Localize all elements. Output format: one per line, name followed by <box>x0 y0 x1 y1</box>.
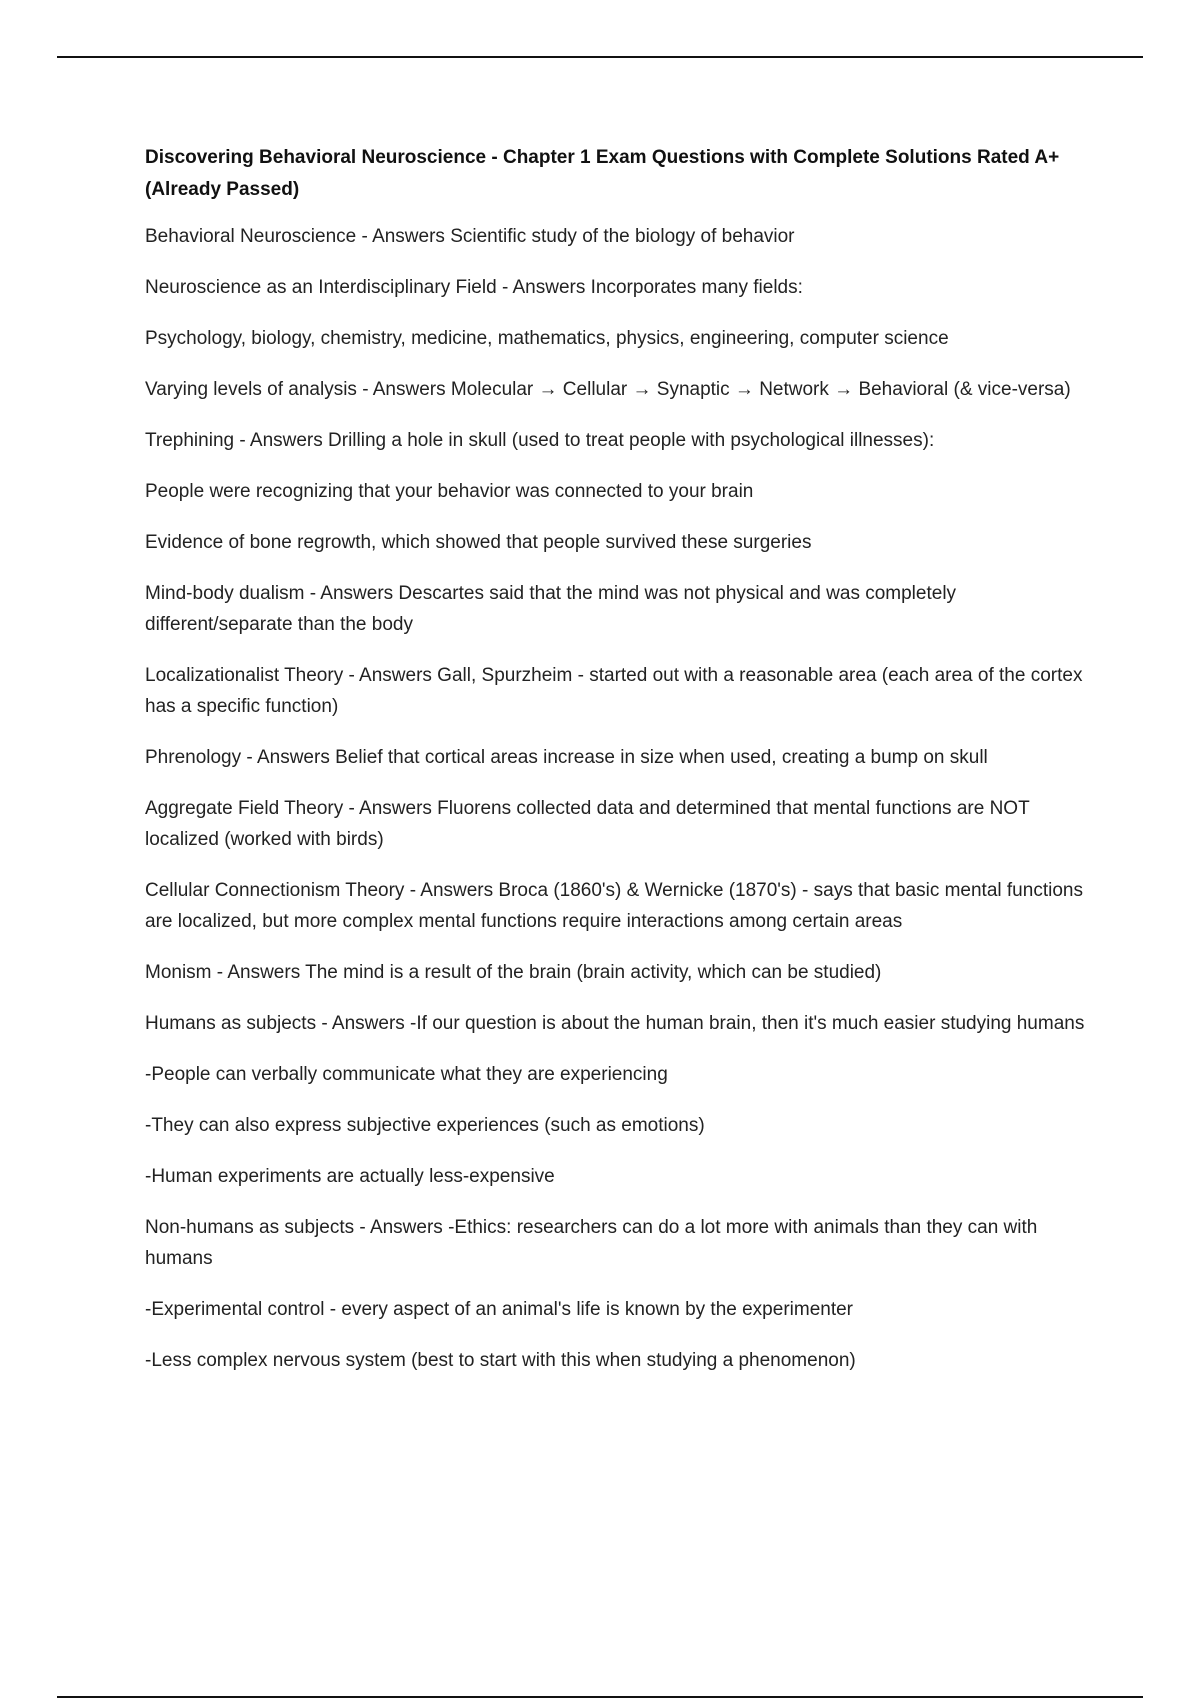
paragraph-19: -Experimental control - every aspect of an animal's life is known by the experimenter <box>145 1299 854 1320</box>
document-title: Discovering Behavioral Neuroscience - Chapter 1 Exam Questions with Complete Solutions Rated A+ (Already Passed) <box>145 147 1060 200</box>
document-body <box>145 142 1085 1396</box>
paragraph-11: Aggregate Field Theory - Answers Fluorens collected data and determined that mental functions are NOT localized (worked with birds) <box>145 798 1030 850</box>
paragraph-13: Monism - Answers The mind is a result of the brain (brain activity, which can be studied) <box>145 962 882 983</box>
paragraph-16: -They can also express subjective experiences (such as emotions) <box>145 1115 705 1136</box>
paragraph-6: People were recognizing that your behavior was connected to your brain <box>145 481 754 502</box>
paragraph-17: -Human experiments are actually less-expensive <box>145 1166 555 1187</box>
paragraph-5: Trephining - Answers Drilling a hole in skull (used to treat people with psychological illnesses): <box>145 430 935 451</box>
paragraph-15: -People can verbally communicate what they are experiencing <box>145 1064 668 1085</box>
paragraph-8: Mind-body dualism - Answers Descartes said that the mind was not physical and was completely different/separate than the body <box>145 583 957 635</box>
paragraph-1: Behavioral Neuroscience - Answers Scientific study of the biology of behavior <box>145 226 795 247</box>
paragraph-7: Evidence of bone regrowth, which showed that people survived these surgeries <box>145 532 812 553</box>
paragraph-2: Neuroscience as an Interdisciplinary Field - Answers Incorporates many fields: <box>145 277 803 298</box>
top-divider <box>57 56 1143 58</box>
paragraph-4: Varying levels of analysis - Answers Molecular → Cellular → Synaptic → Network → Behavioral (& vice-versa) <box>145 379 1071 400</box>
bottom-divider <box>57 1696 1143 1698</box>
paragraph-18: Non-humans as subjects - Answers -Ethics: researchers can do a lot more with animals than they can with humans <box>145 1217 1038 1269</box>
paragraph-20: -Less complex nervous system (best to start with this when studying a phenomenon) <box>145 1350 856 1371</box>
paragraph-14: Humans as subjects - Answers -If our question is about the human brain, then it's much easier studying humans <box>145 1013 1085 1034</box>
paragraph-12: Cellular Connectionism Theory - Answers Broca (1860's) & Wernicke (1870's) - says that basic mental functions are localized, but more complex mental functions require interactions among certain areas <box>145 880 1083 932</box>
paragraph-3: Psychology, biology, chemistry, medicine, mathematics, physics, engineering, computer science <box>145 328 949 349</box>
paragraph-10: Phrenology - Answers Belief that cortical areas increase in size when used, creating a bump on skull <box>145 747 988 768</box>
paragraph-9: Localizationalist Theory - Answers Gall, Spurzheim - started out with a reasonable area (each area of the cortex has a specific function) <box>145 665 1083 717</box>
